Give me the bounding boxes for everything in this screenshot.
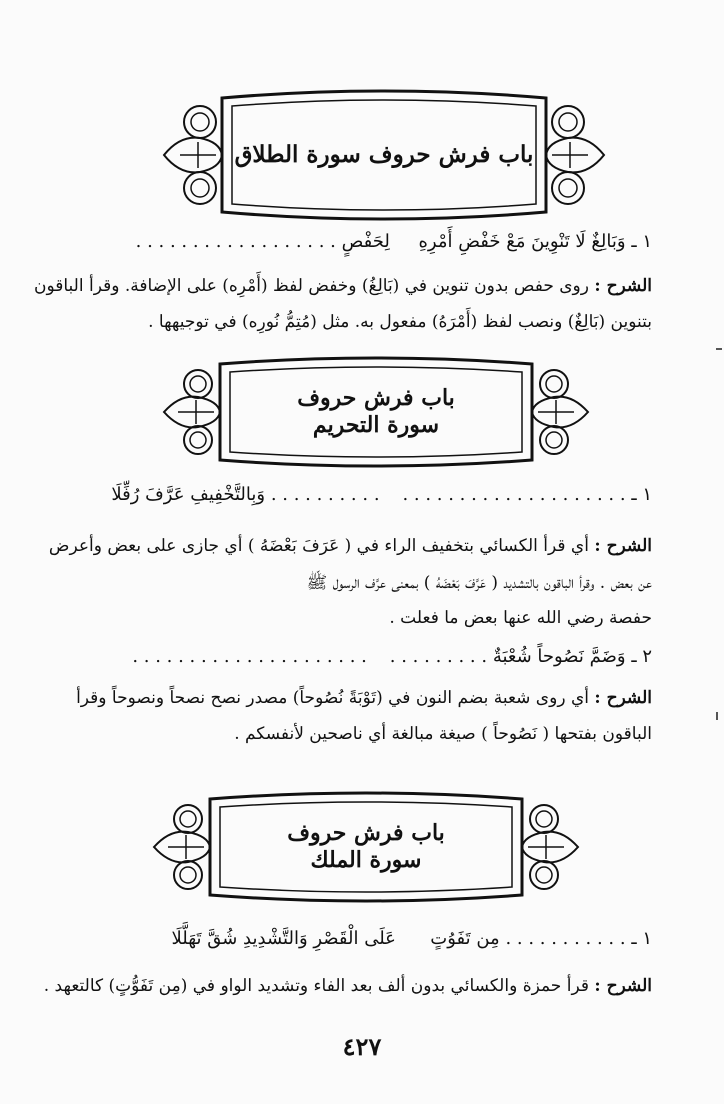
commentary-text: قرأ حمزة والكسائي بدون ألف بعد الفاء وتشديد الواو في (مِن تَفَوُّتٍ) كالتعهد . <box>43 976 589 996</box>
verse-dots: . . . . . . . . . <box>389 646 488 667</box>
verse-number: ١ ـ <box>631 928 652 949</box>
verse-number: ١ ـ <box>631 231 652 252</box>
commentary-text: أي قرأ الكسائي بتخفيف الراء في ( عَرَفَ بَعْضَهُ ) أي جازى على بعض وأعرض <box>48 536 589 556</box>
chapter-subtitle: سورة الملك <box>310 847 422 873</box>
scan-edge-mark <box>716 712 718 720</box>
commentary-text: حفصة رضي الله عنها بعض ما فعلت . <box>389 608 652 628</box>
verse-dots: . . . . . . . . . . . . . . . . . . <box>135 231 336 252</box>
verse-number: ١ ـ <box>631 484 652 505</box>
commentary-text: الباقون بفتحها ( نَصُوحاً ) صيغة مبالغة أي ناصحين لأنفسكم . <box>234 724 652 744</box>
verse-text: وَضَمَّ نَصُوحاً شُعْبَةٌ <box>492 646 626 667</box>
commentary-label: الشرح : <box>594 976 652 996</box>
commentary-label: الشرح : <box>594 536 652 556</box>
verse-number: ٢ ـ <box>631 646 652 667</box>
verse-text: عَلَى الْقَصْرِ وَالتَّشْدِيدِ شُقَّ تَهَلَّلَا <box>171 928 396 949</box>
commentary-text: روى حفص بدون تنوين في (بَالِغُ) وخفض لفظ (أَمْرِه) على الإضافة. وقرأ الباقون <box>33 276 589 296</box>
commentary-line <box>44 976 652 996</box>
verse-dots: . . . . . . . . . . . <box>505 928 626 949</box>
commentary-line <box>307 572 652 597</box>
page-number: ٤٢٧ <box>342 1032 382 1061</box>
commentary-label: الشرح : <box>594 688 652 708</box>
commentary-text: أي روى شعبة بضم النون في (تَوْبَةً نُصُوحاً) مصدر نصح نصحاً ونصوحاً وقرأ <box>76 688 589 708</box>
commentary-label: الشرح : <box>594 276 652 296</box>
chapter-header-tahrim <box>160 350 592 474</box>
verse-line <box>132 646 652 667</box>
chapter-title: باب فرش حروف <box>297 384 455 411</box>
verse-text: وَبَالِغٌ لَا تَنْوِينَ مَعْ خَفْضِ أَمْرِهِ <box>418 231 626 252</box>
commentary-line <box>76 688 652 708</box>
scan-edge-mark <box>716 348 722 350</box>
verse-line <box>136 231 652 252</box>
commentary-line <box>49 536 652 556</box>
verse-dots: . . . . . . . . . . . . . . . . . . . . <box>402 484 626 505</box>
verse-dots: . . . . . . . . . . <box>270 484 380 505</box>
chapter-header-talaq <box>160 80 608 230</box>
commentary-line <box>234 724 652 744</box>
verse-dots: . . . . . . . . . . . . . . . . . . . . . <box>132 646 367 667</box>
commentary-line <box>148 312 652 332</box>
chapter-title: باب فرش حروف <box>287 819 445 846</box>
commentary-line <box>389 608 652 628</box>
chapter-title: باب فرش حروف سورة الطلاق <box>234 140 534 168</box>
commentary-text: عن بعض . وقرأ الباقون بالتشديد ( عَرَّفَ بَعْضَهُ ) بمعنى عرَّف الرسول ﷺ <box>306 573 652 593</box>
commentary-text: بتنوين (بَالِغٌ) ونصب لفظ (أَمْرَهُ) مفعول به. مثل (مُتِمُّ نُورِه) في توجيهها . <box>148 312 652 332</box>
verse-line <box>172 928 652 949</box>
verse-text: وَبِالتَّخْفِيفِ عَرَّفَ رُفِّلَا <box>111 484 266 505</box>
chapter-subtitle: سورة التحريم <box>312 412 440 438</box>
verse-text: لِحَفْصٍ <box>341 231 390 252</box>
verse-line <box>111 484 652 505</box>
chapter-header-mulk <box>150 785 582 909</box>
verse-text: مِن تَفَوُتٍ <box>430 928 500 949</box>
commentary-line <box>34 276 652 296</box>
